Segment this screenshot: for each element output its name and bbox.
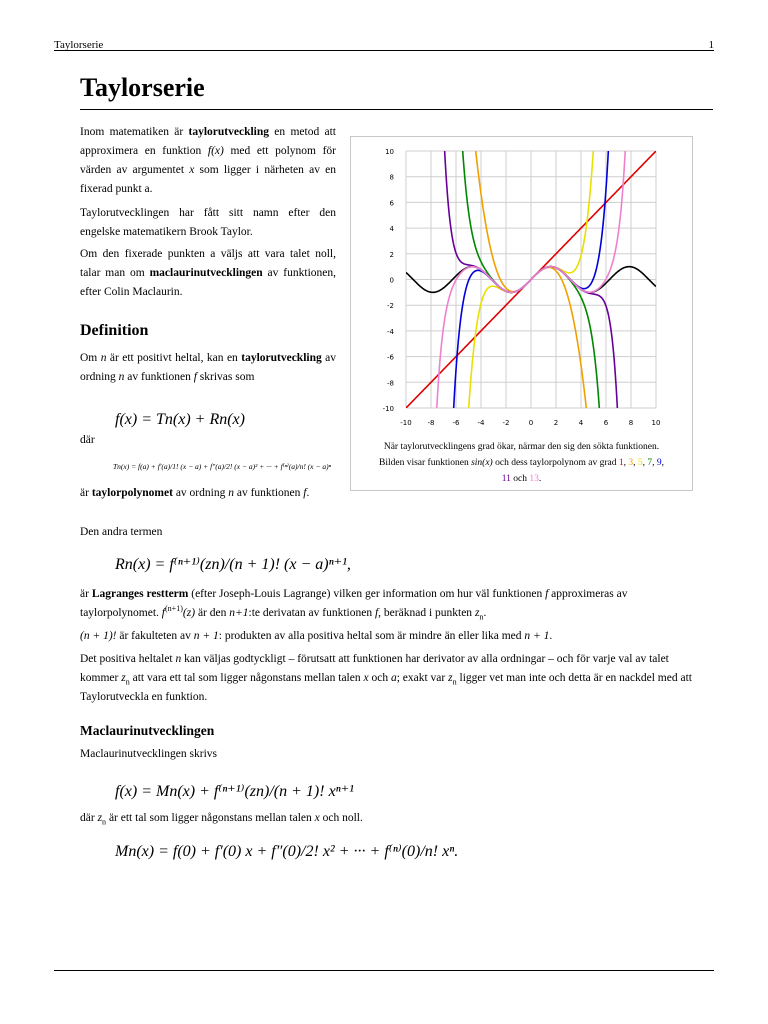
definition-paragraph-6: Det positiva heltalet n kan väljas godtyckligt – förutsatt att funktionen har derivator av alla ordningar – och för varje val av talet kommer $z_n$ att vara ett tal som ligger någonstans mellan talen x och a; exakt var $z_n$ ligger vet man inte och detta är en nackdel med att Taylorutveckla en funktion. [80,653,692,703]
intro-paragraph-1: Inom matematiken är taylorutveckling en metod att approximera en funktion f(x) med ett polynom för värden av argumentet x som ligger i närheten av en fixerad punkt a. [80,126,337,195]
taylor-figure [350,136,693,491]
term-lagranges-restterm: Lagranges restterm [91,588,189,600]
y-tick-label: -4 [387,327,394,336]
intro-paragraph-2: Taylorutvecklingen har fått sitt namn efter den engelske matematikern Brook Taylor. [80,207,336,238]
page-number: 1 [708,39,714,51]
x-tick-label: 2 [553,419,559,427]
y-tick-label: 10 [385,148,394,156]
y-tick-label: -2 [387,302,394,311]
y-tick-label: -6 [387,353,394,362]
definition-paragraph-1: Om n är ett positivt heltal, kan en taylorutveckling av ordning n av funktionen f skrivas som [80,352,337,383]
x-tick-label: 10 [651,419,661,427]
title-divider [80,109,713,110]
formula-maclaurin-polynomial: Mn(x) = f(0) + f′(0) x + f″(0)/2! x² + ··· + f⁽ⁿ⁾(0)/n! xⁿ. [115,843,459,860]
maclaurin-paragraph-1: Maclaurinutvecklingen skrivs [80,748,218,760]
y-tick-label: 2 [389,250,394,259]
caption-line-3: 11 och 13. [501,474,542,484]
caption-line-2: Bilden visar funktionen sin(x) och dess taylorpolynom av grad 1, 3, 5, 7, 9, [379,458,664,468]
definition-paragraph-4: är Lagranges restterm (efter Joseph-Louis Lagrange) vilken ger information om hur väl funktionen f approximeras av taylorpolynomet. $f^{(n+1)}(z)$ är den n+1:te derivatan av funktionen f, beräknad i punkten $z_n$. [80,588,628,622]
y-tick-label: 8 [389,173,394,182]
y-tick-label: 4 [389,225,394,234]
header-title: Taylorserie [54,39,104,51]
x-tick-label: -4 [477,419,485,427]
y-tick-label: 0 [389,276,394,285]
page-header [54,36,714,51]
y-tick-label: -8 [387,379,394,388]
definition-paragraph-5: (n + 1)! är fakulteten av n + 1: produkten av alla positiva heltal som är mindre än eller lika med n + 1. [80,630,553,642]
x-tick-label: 4 [578,419,584,427]
maclaurin-paragraph-2: där $z_n$ är ett tal som ligger någonstans mellan talen x och noll. [80,812,363,827]
dar-label: där [80,434,95,446]
definition-paragraph-3: Den andra termen [80,526,163,538]
formula-taylor-polynomial: Tn(x) = f(a) + f′(a)/1! (x − a) + f″(a)/2! (x − a)² + ··· + f⁽ⁿ⁾(a)/n! (x − a)ⁿ [113,462,331,471]
x-tick-label: 8 [628,419,634,427]
x-tick-label: 0 [528,419,534,427]
figure-caption [359,439,684,487]
formula-maclaurin-series: f(x) = Mn(x) + f⁽ⁿ⁺¹⁾(zn)/(n + 1)! xⁿ⁺¹ [115,783,354,800]
definition-paragraph-2: är taylorpolynomet av ordning n av funktionen f. [80,487,310,499]
x-tick-label: -2 [502,419,510,427]
caption-line-1: När taylorutvecklingens grad ökar, närmar den sig den sökta funktionen. [383,442,660,452]
taylor-chart [351,137,694,437]
intro-paragraph-3: Om den fixerade punkten a väljs att vara talet noll, talar man om maclaurinutvecklingen av funktionen, efter Colin Maclaurin. [80,248,336,298]
formula-taylor-expansion: f(x) = Tn(x) + Rn(x) [115,411,245,428]
x-tick-label: -8 [427,419,435,427]
formula-lagrange-remainder: Rn(x) = f⁽ⁿ⁺¹⁾(zn)/(n + 1)! (x − a)ⁿ⁺¹, [115,556,351,573]
y-tick-label: 6 [389,199,394,208]
x-tick-label: -10 [400,419,412,427]
x-tick-label: 6 [603,419,609,427]
maclaurin-heading: Maclaurinutvecklingen [80,723,215,738]
term-maclaurin: maclaurinutvecklingen [149,267,263,279]
intro-section [80,123,336,302]
definition-heading: Definition [80,322,149,339]
page-title: Taylorserie [80,73,205,102]
y-tick-label: -10 [382,405,394,413]
term-taylorpolynomet: taylorpolynomet [91,487,173,499]
x-tick-label: -6 [452,419,460,427]
footer-divider [54,970,714,971]
term-taylorutveckling: taylorutveckling [188,126,269,138]
term-taylorutveckling-def: taylorutveckling [241,352,322,364]
